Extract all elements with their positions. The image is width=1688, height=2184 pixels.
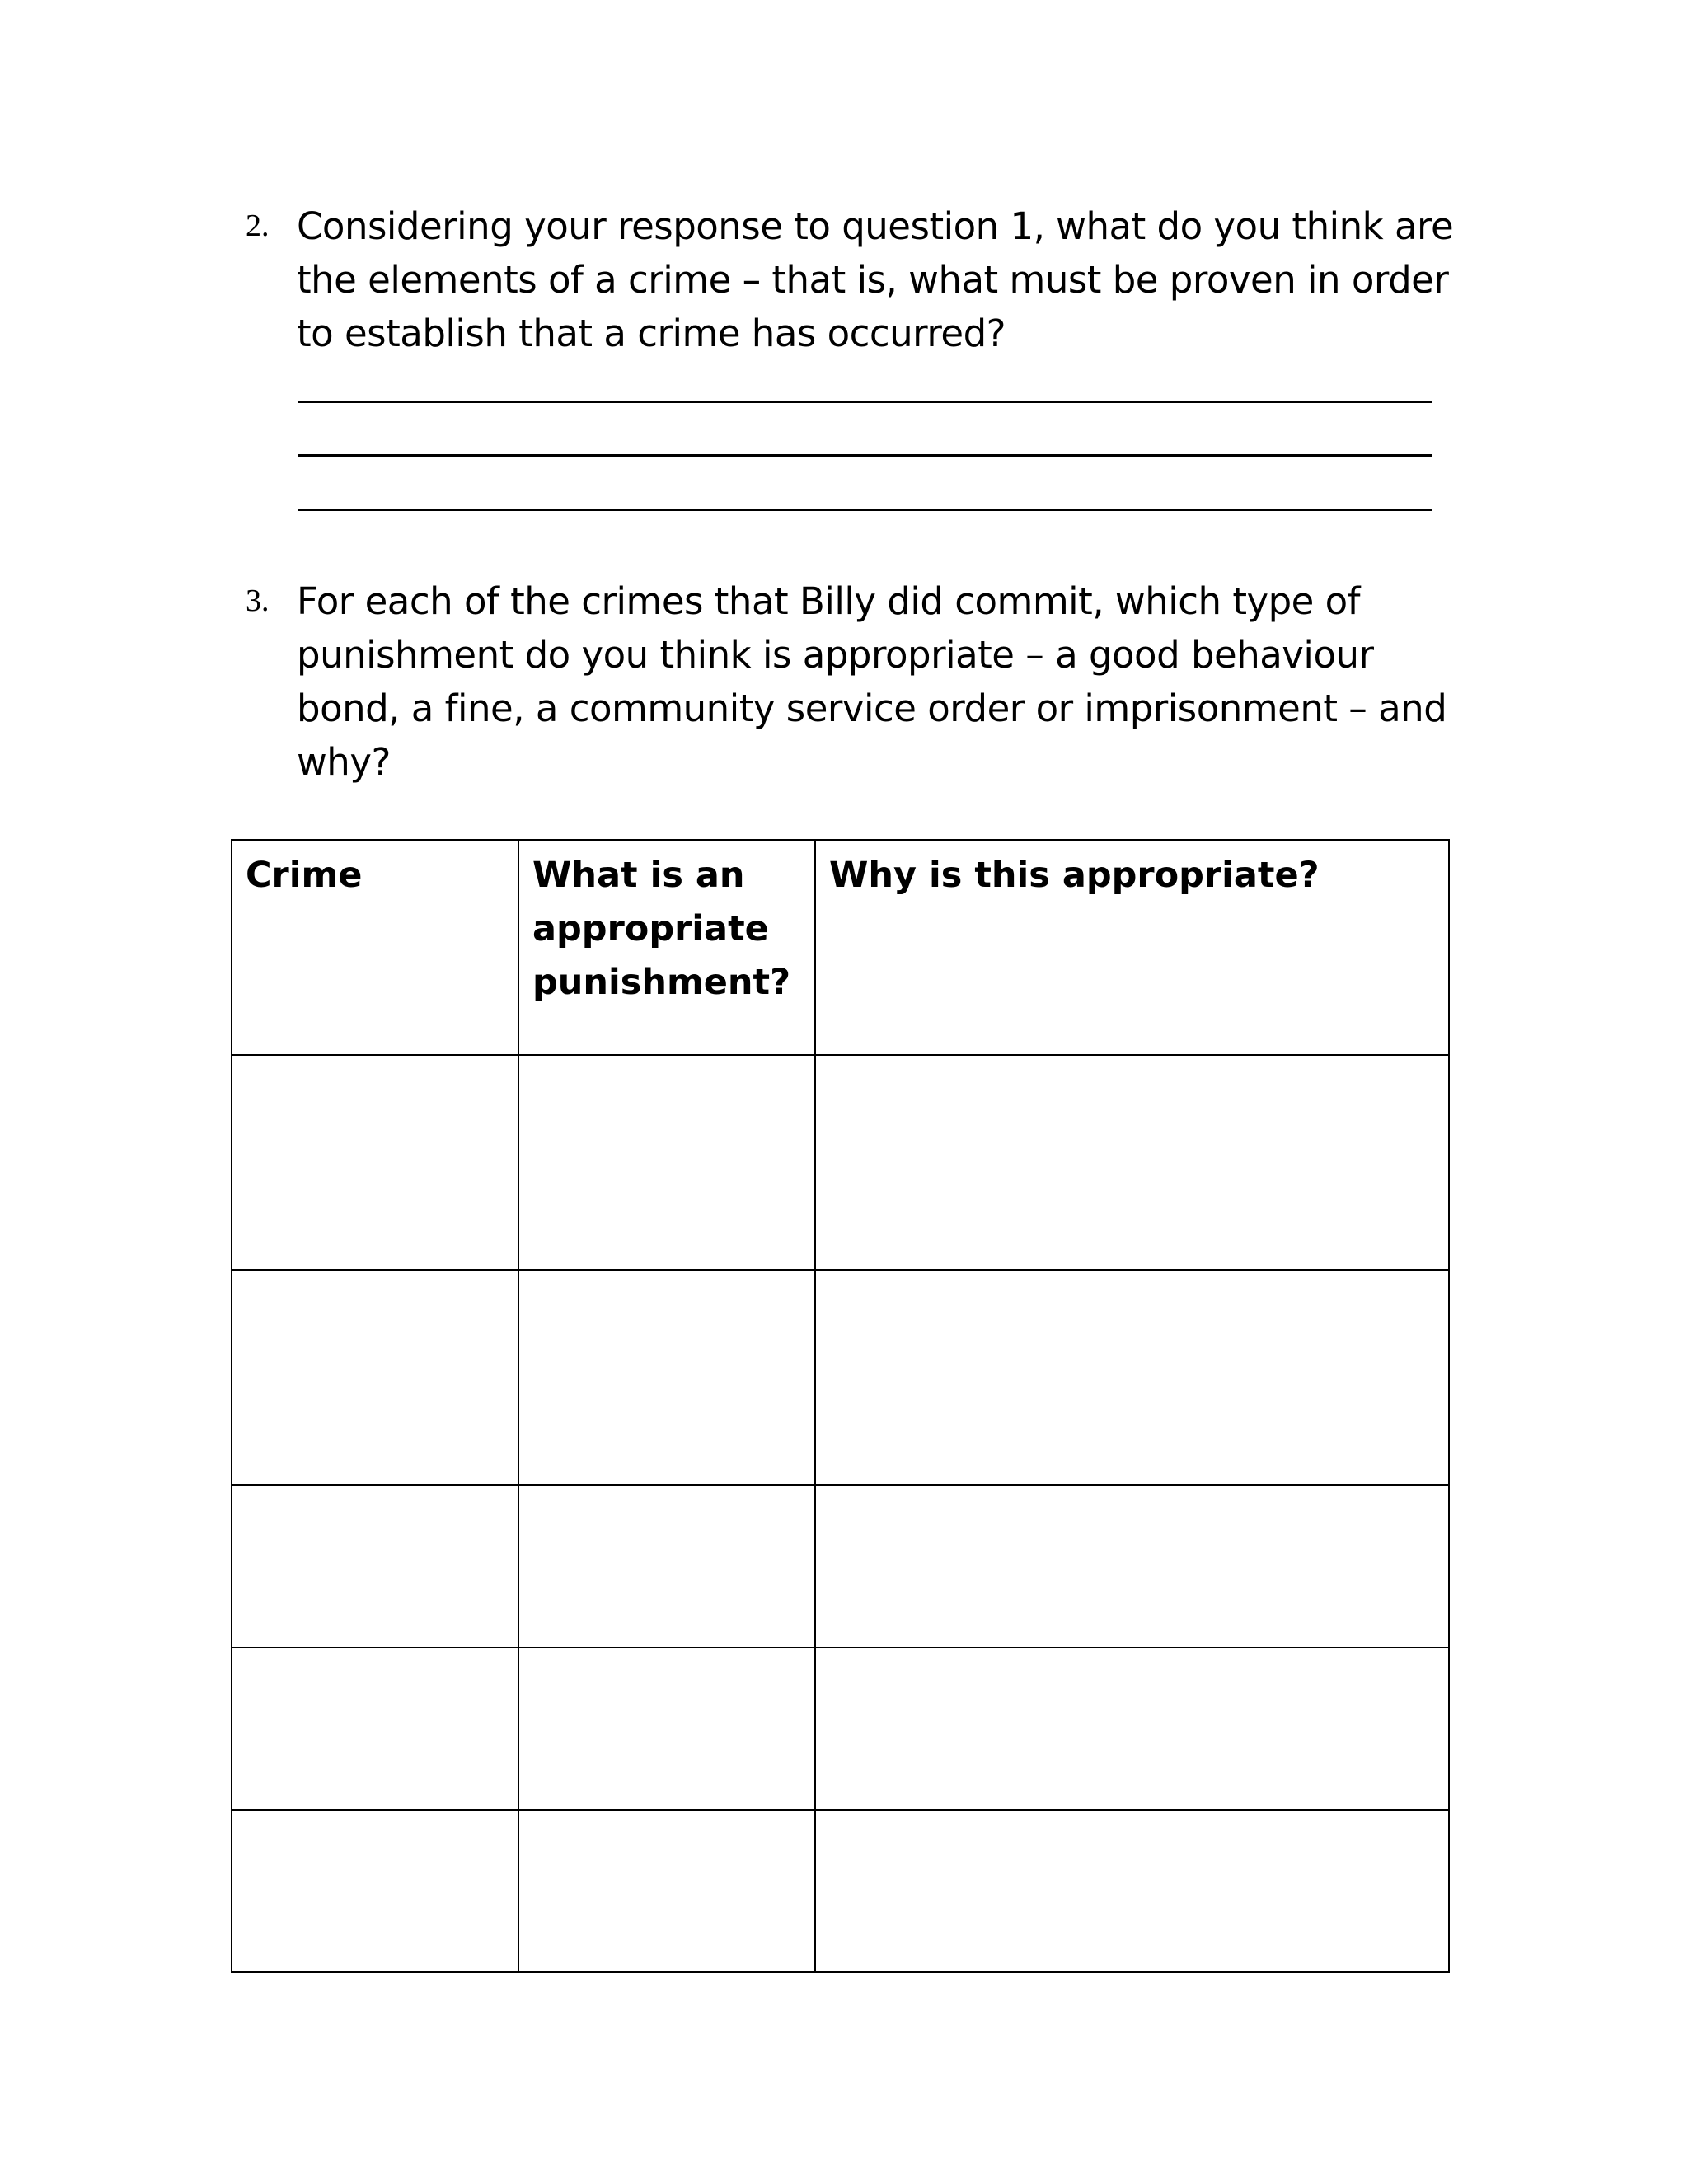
answer-line[interactable] — [298, 509, 1432, 511]
question-text-line: punishment do you think is appropriate – a good behaviour — [297, 633, 1374, 677]
punishment-cell[interactable] — [518, 1810, 815, 1972]
header-label: Crime — [246, 855, 363, 896]
question-text-line: to establish that a crime has occurred? — [297, 312, 1006, 355]
header-reason — [815, 840, 1449, 1055]
header-label-line: punishment? — [532, 962, 791, 1003]
question-text-line: bond, a fine, a community service order or imprisonment – and — [297, 687, 1447, 730]
reason-cell[interactable] — [815, 1647, 1449, 1810]
crime-cell[interactable] — [232, 1485, 518, 1647]
table-row — [232, 1647, 1449, 1810]
header-punishment — [518, 840, 815, 1055]
table-row — [232, 1485, 1449, 1647]
table-header-row — [232, 840, 1449, 1055]
answer-line[interactable] — [298, 401, 1432, 403]
reason-cell[interactable] — [815, 1810, 1449, 1972]
punishment-cell[interactable] — [518, 1485, 815, 1647]
question-number: 3. — [246, 583, 270, 618]
header-label: Why is this appropriate? — [829, 855, 1320, 896]
crime-cell[interactable] — [232, 1270, 518, 1485]
question-text-line: Considering your response to question 1, what do you think are — [297, 204, 1454, 248]
table-row — [232, 1055, 1449, 1270]
crime-cell[interactable] — [232, 1647, 518, 1810]
punishment-table — [231, 839, 1450, 1973]
question-number: 2. — [246, 209, 270, 243]
reason-cell[interactable] — [815, 1055, 1449, 1270]
question-text-line: For each of the crimes that Billy did commit, which type of — [297, 579, 1361, 623]
reason-cell[interactable] — [815, 1485, 1449, 1647]
answer-line[interactable] — [298, 454, 1432, 457]
punishment-cell[interactable] — [518, 1647, 815, 1810]
question-text — [297, 574, 1451, 789]
reason-cell[interactable] — [815, 1270, 1449, 1485]
table-row — [232, 1810, 1449, 1972]
question-text-line: why? — [297, 740, 391, 784]
header-label-line: appropriate — [532, 908, 769, 949]
header-label-line: What is an — [532, 855, 745, 896]
header-crime — [232, 840, 518, 1055]
question-text-line: the elements of a crime – that is, what must be proven in order — [297, 258, 1449, 302]
table-row — [232, 1270, 1449, 1485]
crime-cell[interactable] — [232, 1055, 518, 1270]
crime-cell[interactable] — [232, 1810, 518, 1972]
punishment-cell[interactable] — [518, 1270, 815, 1485]
question-text — [297, 199, 1454, 360]
punishment-cell[interactable] — [518, 1055, 815, 1270]
